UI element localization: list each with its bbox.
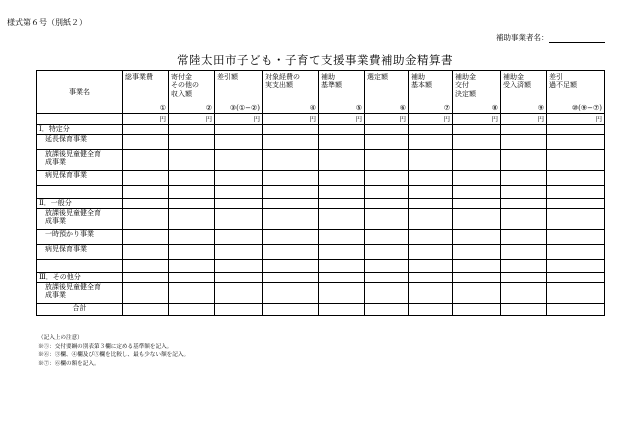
amount-cell[interactable]	[547, 186, 605, 199]
amount-cell[interactable]	[501, 245, 547, 260]
amount-cell[interactable]	[319, 125, 365, 135]
amount-cell[interactable]	[547, 150, 605, 171]
column-header-label: 対象経費の 実支出額	[265, 73, 300, 90]
amount-cell[interactable]	[409, 230, 453, 245]
business-operator-input-line[interactable]	[549, 34, 605, 43]
column-header-label: 差引額	[217, 73, 238, 81]
unit-cell: 円	[123, 114, 169, 125]
column-header-2	[169, 71, 215, 114]
section-row	[37, 199, 605, 209]
business-operator-field	[496, 32, 605, 43]
amount-cell[interactable]	[169, 186, 215, 199]
amount-cell[interactable]	[453, 199, 501, 209]
amount-cell[interactable]	[547, 245, 605, 260]
amount-cell[interactable]	[319, 245, 365, 260]
header-row	[37, 71, 605, 114]
amount-cell[interactable]	[215, 171, 263, 186]
unit-cell: 円	[365, 114, 409, 125]
amount-cell[interactable]	[409, 283, 453, 304]
amount-cell[interactable]	[453, 245, 501, 260]
amount-cell[interactable]	[409, 245, 453, 260]
business-operator-label: 補助事業者名：	[496, 33, 549, 42]
amount-cell[interactable]	[501, 150, 547, 171]
document-title: 常陸太田市子ども・子育て支援事業費補助金精算書	[177, 53, 453, 67]
amount-cell[interactable]	[501, 199, 547, 209]
column-header-label: 補助金 受入済額	[503, 73, 531, 90]
amount-cell[interactable]	[319, 171, 365, 186]
amount-cell[interactable]	[453, 186, 501, 199]
unit-cell: 円	[501, 114, 547, 125]
project-name-cell: 病児保育事業	[37, 245, 123, 260]
amount-cell[interactable]	[365, 304, 409, 316]
project-name-cell: 放課後児童健全育 成事業	[37, 209, 123, 230]
column-header-1	[123, 71, 169, 114]
amount-cell[interactable]	[123, 171, 169, 186]
amount-cell[interactable]	[123, 260, 169, 273]
blank-row	[37, 260, 605, 273]
amount-cell[interactable]	[319, 209, 365, 230]
amount-cell[interactable]	[409, 186, 453, 199]
amount-cell[interactable]	[453, 135, 501, 150]
amount-cell[interactable]	[319, 186, 365, 199]
amount-cell[interactable]	[409, 135, 453, 150]
amount-cell[interactable]	[453, 283, 501, 304]
amount-cell[interactable]	[501, 273, 547, 283]
amount-cell[interactable]	[263, 199, 319, 209]
amount-cell[interactable]	[263, 260, 319, 273]
amount-cell[interactable]	[123, 304, 169, 316]
amount-cell[interactable]	[169, 150, 215, 171]
column-header-label: 選定額	[367, 73, 388, 81]
amount-cell[interactable]	[215, 283, 263, 304]
amount-cell[interactable]	[501, 186, 547, 199]
amount-cell[interactable]	[263, 150, 319, 171]
column-header-project-name: 事業名	[37, 71, 123, 114]
amount-cell[interactable]	[215, 199, 263, 209]
amount-cell[interactable]	[169, 283, 215, 304]
unit-row	[37, 114, 605, 125]
project-name-cell: 一時預かり事業	[37, 230, 123, 245]
amount-cell[interactable]	[123, 135, 169, 150]
section-row	[37, 125, 605, 135]
project-name-cell: 放課後児童健全育 成事業	[37, 283, 123, 304]
column-header-number: ②	[205, 103, 212, 112]
amount-cell[interactable]	[215, 125, 263, 135]
amount-cell[interactable]	[365, 186, 409, 199]
table-row	[37, 150, 605, 171]
amount-cell[interactable]	[409, 125, 453, 135]
column-header-number: ①	[159, 103, 166, 112]
unit-blank-cell	[37, 114, 123, 125]
amount-cell[interactable]	[215, 186, 263, 199]
amount-cell[interactable]	[409, 260, 453, 273]
amount-cell[interactable]	[215, 150, 263, 171]
column-header-number: ③(①−②)	[229, 103, 260, 112]
column-header-6	[365, 71, 409, 114]
column-header-label: 総事業費	[125, 73, 153, 81]
amount-cell[interactable]	[453, 209, 501, 230]
notes	[38, 334, 189, 368]
amount-cell[interactable]	[409, 304, 453, 316]
amount-cell[interactable]	[547, 260, 605, 273]
project-name-cell: 放課後児童健全育 成事業	[37, 150, 123, 171]
amount-cell[interactable]	[263, 283, 319, 304]
amount-cell[interactable]	[501, 230, 547, 245]
column-header-3	[215, 71, 263, 114]
amount-cell[interactable]	[453, 273, 501, 283]
amount-cell[interactable]	[215, 304, 263, 316]
amount-cell[interactable]	[123, 150, 169, 171]
amount-cell[interactable]	[501, 209, 547, 230]
section-title: Ⅱ．一般分	[37, 199, 123, 209]
amount-cell[interactable]	[263, 230, 319, 245]
note-line: ※⑥：③欄、④欄及び⑤欄を比較し、最も少ない額を記入。	[38, 352, 190, 359]
amount-cell[interactable]	[169, 260, 215, 273]
amount-cell[interactable]	[547, 209, 605, 230]
amount-cell[interactable]	[319, 304, 365, 316]
amount-cell[interactable]	[215, 260, 263, 273]
settlement-table	[36, 70, 605, 316]
amount-cell[interactable]	[123, 245, 169, 260]
amount-cell[interactable]	[365, 150, 409, 171]
project-name-cell	[37, 186, 123, 199]
amount-cell[interactable]	[501, 304, 547, 316]
column-header-7	[409, 71, 453, 114]
amount-cell[interactable]	[365, 209, 409, 230]
table-row	[37, 283, 605, 304]
amount-cell[interactable]	[453, 304, 501, 316]
amount-cell[interactable]	[123, 209, 169, 230]
amount-cell[interactable]	[547, 199, 605, 209]
amount-cell[interactable]	[263, 304, 319, 316]
amount-cell[interactable]	[547, 283, 605, 304]
table-row	[37, 230, 605, 245]
amount-cell[interactable]	[215, 245, 263, 260]
section-title: Ⅰ．特定分	[37, 125, 123, 135]
amount-cell[interactable]	[365, 283, 409, 304]
unit-cell: 円	[169, 114, 215, 125]
amount-cell[interactable]	[501, 283, 547, 304]
note-line: （記入上の注意）	[38, 335, 83, 341]
section-row	[37, 273, 605, 283]
amount-cell[interactable]	[501, 260, 547, 273]
amount-cell[interactable]	[123, 199, 169, 209]
amount-cell[interactable]	[215, 273, 263, 283]
amount-cell[interactable]	[263, 209, 319, 230]
amount-cell[interactable]	[123, 273, 169, 283]
amount-cell[interactable]	[215, 230, 263, 245]
column-header-9	[501, 71, 547, 114]
amount-cell[interactable]	[169, 135, 215, 150]
amount-cell[interactable]	[547, 304, 605, 316]
amount-cell[interactable]	[123, 230, 169, 245]
amount-cell[interactable]	[319, 260, 365, 273]
amount-cell[interactable]	[453, 171, 501, 186]
amount-cell[interactable]	[365, 273, 409, 283]
amount-cell[interactable]	[501, 135, 547, 150]
table-row	[37, 171, 605, 186]
amount-cell[interactable]	[215, 209, 263, 230]
column-header-4	[263, 71, 319, 114]
amount-cell[interactable]	[365, 245, 409, 260]
amount-cell[interactable]	[319, 150, 365, 171]
amount-cell[interactable]	[169, 273, 215, 283]
amount-cell[interactable]	[365, 125, 409, 135]
amount-cell[interactable]	[365, 171, 409, 186]
column-header-number: ⑥	[399, 103, 406, 112]
amount-cell[interactable]	[169, 199, 215, 209]
amount-cell[interactable]	[263, 186, 319, 199]
column-header-label: 寄付金 その他の 収入額	[171, 73, 199, 98]
amount-cell[interactable]	[365, 260, 409, 273]
unit-cell: 円	[547, 114, 605, 125]
amount-cell[interactable]	[501, 171, 547, 186]
amount-cell[interactable]	[547, 273, 605, 283]
amount-cell[interactable]	[319, 273, 365, 283]
column-header-number: ⑧	[491, 103, 498, 112]
amount-cell[interactable]	[263, 245, 319, 260]
amount-cell[interactable]	[365, 230, 409, 245]
amount-cell[interactable]	[409, 150, 453, 171]
amount-cell[interactable]	[123, 283, 169, 304]
amount-cell[interactable]	[501, 125, 547, 135]
amount-cell[interactable]	[409, 199, 453, 209]
unit-cell: 円	[409, 114, 453, 125]
unit-cell: 円	[319, 114, 365, 125]
amount-cell[interactable]	[169, 209, 215, 230]
unit-cell: 円	[453, 114, 501, 125]
amount-cell[interactable]	[453, 260, 501, 273]
column-header-number: ⑨	[537, 103, 544, 112]
amount-cell[interactable]	[123, 125, 169, 135]
column-header-5	[319, 71, 365, 114]
table-row	[37, 209, 605, 230]
amount-cell[interactable]	[169, 171, 215, 186]
note-line: ※⑦：⑥欄の額を記入。	[38, 360, 100, 367]
column-header-number: ⑦	[443, 103, 450, 112]
column-header-label: 補助金 交付 決定額	[455, 73, 476, 98]
amount-cell[interactable]	[123, 186, 169, 199]
amount-cell[interactable]	[365, 135, 409, 150]
form-number: 様式第６号（別紙２）	[7, 18, 87, 27]
amount-cell[interactable]	[169, 230, 215, 245]
column-header-number: ⑩(⑨−⑦)	[571, 103, 602, 112]
column-header-8	[453, 71, 501, 114]
column-header-number: ④	[309, 103, 316, 112]
unit-cell: 円	[263, 114, 319, 125]
column-header-label: 補助 基本額	[411, 73, 432, 90]
section-title: Ⅲ．その他分	[37, 273, 123, 283]
column-header-10	[547, 71, 605, 114]
amount-cell[interactable]	[319, 135, 365, 150]
amount-cell[interactable]	[169, 304, 215, 316]
project-name-cell	[37, 260, 123, 273]
note-line: ※⑤：交付要綱の別表第３欄に定める基準額を記入。	[38, 343, 173, 350]
amount-cell[interactable]	[169, 125, 215, 135]
blank-row	[37, 186, 605, 199]
column-header-label: 差引 過不足額	[549, 73, 577, 90]
unit-cell: 円	[215, 114, 263, 125]
amount-cell[interactable]	[365, 199, 409, 209]
amount-cell[interactable]	[319, 199, 365, 209]
amount-cell[interactable]	[547, 135, 605, 150]
amount-cell[interactable]	[453, 125, 501, 135]
amount-cell[interactable]	[215, 135, 263, 150]
column-header-label: 補助 基準額	[321, 73, 342, 90]
amount-cell[interactable]	[547, 171, 605, 186]
amount-cell[interactable]	[453, 150, 501, 171]
amount-cell[interactable]	[409, 171, 453, 186]
amount-cell[interactable]	[263, 273, 319, 283]
amount-cell[interactable]	[547, 125, 605, 135]
total-row	[37, 304, 605, 316]
amount-cell[interactable]	[319, 230, 365, 245]
project-name-cell: 病児保育事業	[37, 171, 123, 186]
amount-cell[interactable]	[409, 209, 453, 230]
amount-cell[interactable]	[453, 230, 501, 245]
amount-cell[interactable]	[263, 135, 319, 150]
amount-cell[interactable]	[169, 245, 215, 260]
amount-cell[interactable]	[263, 125, 319, 135]
amount-cell[interactable]	[319, 283, 365, 304]
total-label: 合計	[37, 304, 123, 316]
amount-cell[interactable]	[263, 171, 319, 186]
amount-cell[interactable]	[409, 273, 453, 283]
table-row	[37, 245, 605, 260]
table-row	[37, 135, 605, 150]
project-name-cell: 延長保育事業	[37, 135, 123, 150]
amount-cell[interactable]	[547, 230, 605, 245]
column-header-number: ⑤	[355, 103, 362, 112]
